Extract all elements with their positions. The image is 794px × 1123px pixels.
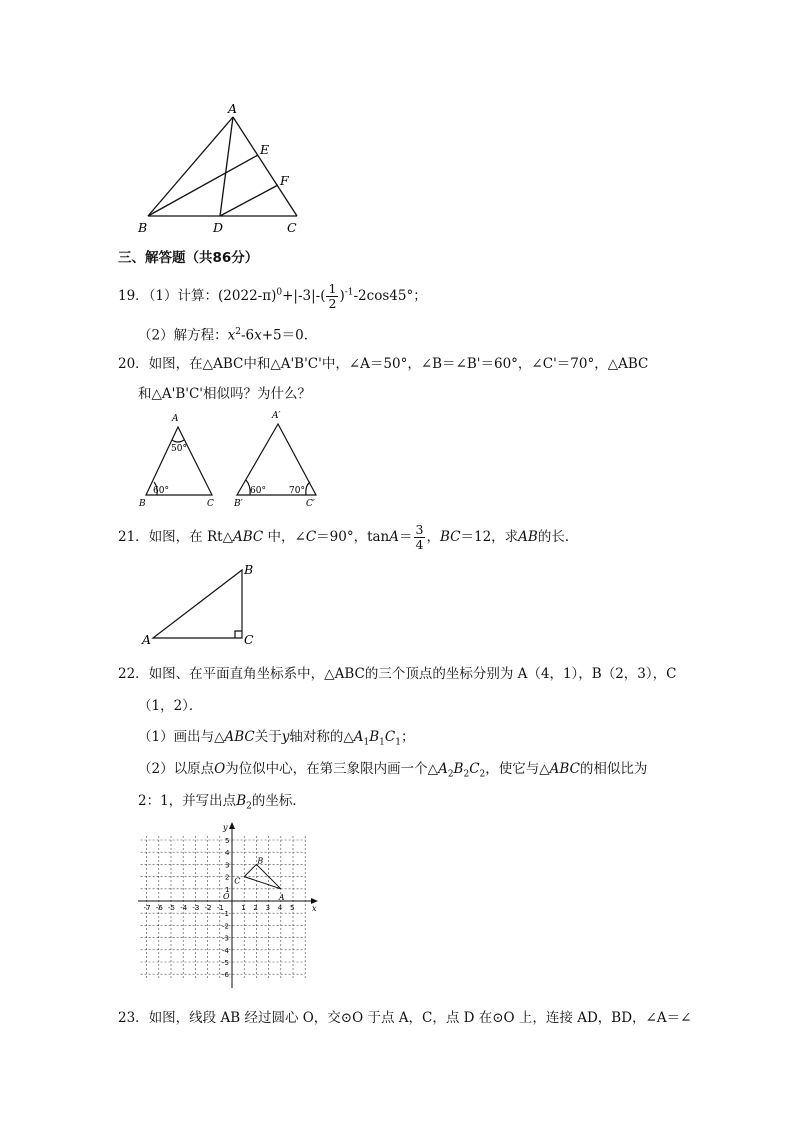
x-tick-label: -5: [168, 904, 175, 912]
q22-line5: 2：1，并写出点$B_2$的坐标．: [138, 793, 306, 812]
x-tick-label: 2: [253, 904, 258, 912]
y-tick-label: -6: [222, 971, 229, 980]
q19-p1-prefix: （1）计算：: [148, 288, 219, 304]
origin-label: O: [223, 892, 230, 901]
y-tick-label: 5: [225, 837, 230, 845]
label-b: B: [244, 562, 254, 577]
x-tick-label: -6: [155, 904, 163, 912]
x-tick-label: -4: [180, 904, 188, 912]
label-c: C: [207, 499, 214, 509]
label-b-prime: B′: [234, 499, 243, 509]
y-tick-label: 4: [225, 849, 230, 858]
q21-line1: 21．如图，在 Rt△ABC 中，∠C＝90°，tanA＝ $\frac{3}{4}$ ，BC＝12，求AB的长．: [118, 522, 579, 552]
angle-label-c-prime: 70°: [289, 486, 305, 496]
x-tick-label: 4: [277, 904, 283, 912]
q22-number: 22．: [118, 666, 149, 682]
q22-line3: （1）画出与△ABC关于y轴对称的$\triangle A_1B_1C_1$；: [138, 729, 415, 748]
q19-part2: （2）解方程：$x^2-6x+5=0$.: [138, 327, 309, 344]
q22-line1: 22．如图、在平面直角坐标系中，△ABC的三个顶点的坐标分别为 A（4，1），B（2，3），C: [118, 666, 677, 682]
q19-expr-a: (2022-π): [218, 288, 277, 304]
point-label-a: A: [278, 892, 285, 902]
angle-label-b: 60°: [153, 486, 169, 496]
q19-exp0: 0: [276, 287, 283, 298]
label-c-prime: C′: [306, 499, 315, 509]
y-axis-arrow: [229, 822, 235, 829]
q20-line1: 20．如图，在△ABC中和△A'B'C'中，∠A＝50°，∠B＝∠B'＝60°，∠C'＝70°，△ABC: [118, 356, 649, 372]
q19-expr-b: +|-3|-(: [282, 288, 326, 304]
y-tick-label: 2: [225, 873, 230, 882]
y-tick-label: 3: [225, 861, 230, 870]
angle-label-b-prime: 60°: [250, 486, 266, 496]
y-axis-label: y: [223, 823, 228, 832]
y-tick-label: -5: [222, 959, 229, 967]
label-a: A: [142, 632, 152, 647]
q19-expr-c: ): [339, 288, 345, 304]
q19-fraction: $\frac{1}{2}$: [328, 281, 337, 311]
y-tick-label: -4: [222, 946, 229, 955]
q23-line1: 23．如图，线段 AB 经过圆心 O，交⊙O 于点 A，C，点 D 在⊙O 上，连接 AD，BD，∠A＝∠: [118, 1010, 692, 1026]
q19-expr-d: -2cos45°；: [353, 288, 427, 304]
label-d: D: [213, 220, 224, 235]
y-tick-label: 1: [225, 885, 230, 894]
y-tick-label: -2: [222, 922, 229, 931]
label-a: A: [172, 414, 179, 424]
x-tick-label: -2: [204, 904, 212, 912]
q22-line2: （1，2）．: [138, 698, 203, 714]
label-e: E: [260, 142, 270, 157]
y-tick-label: -3: [222, 934, 229, 943]
q22-line4: （2）以原点O为位似中心，在第三象限内画一个$\triangle A_2B_2C_2$，使它与△ABC的相似比为: [138, 761, 648, 780]
q19-number: 19．: [118, 288, 149, 304]
label-a-prime: A′: [272, 411, 281, 421]
q20-line2: 和△A'B'C'相似吗？为什么？: [138, 386, 312, 402]
x-tick-label: 5: [290, 904, 295, 912]
label-b: B: [138, 220, 148, 235]
x-tick-label: 1: [241, 904, 246, 912]
q23-number: 23．: [118, 1010, 149, 1026]
q21-number: 21．: [118, 529, 149, 545]
section-heading: 三、解答题（共86分）: [118, 250, 259, 266]
x-tick-label: -3: [192, 904, 200, 912]
label-b: B: [139, 499, 146, 509]
label-c: C: [287, 220, 297, 235]
x-tick-label: -1: [216, 904, 224, 912]
q21-fraction: $\frac{3}{4}$: [415, 522, 424, 552]
q19-exp-neg1: -1: [344, 287, 354, 298]
x-tick-label: 3: [265, 904, 271, 912]
label-a: A: [228, 101, 238, 116]
x-tick-label: -7: [143, 904, 151, 912]
point-label-b: B: [257, 856, 264, 866]
point-label-c: C: [234, 876, 241, 886]
label-c: C: [244, 632, 254, 647]
y-tick-label: -1: [222, 910, 229, 919]
angle-label-a: 50°: [171, 444, 187, 454]
label-f: F: [280, 173, 289, 188]
q20-number: 20．: [118, 356, 149, 372]
x-axis-label: x: [312, 904, 317, 913]
